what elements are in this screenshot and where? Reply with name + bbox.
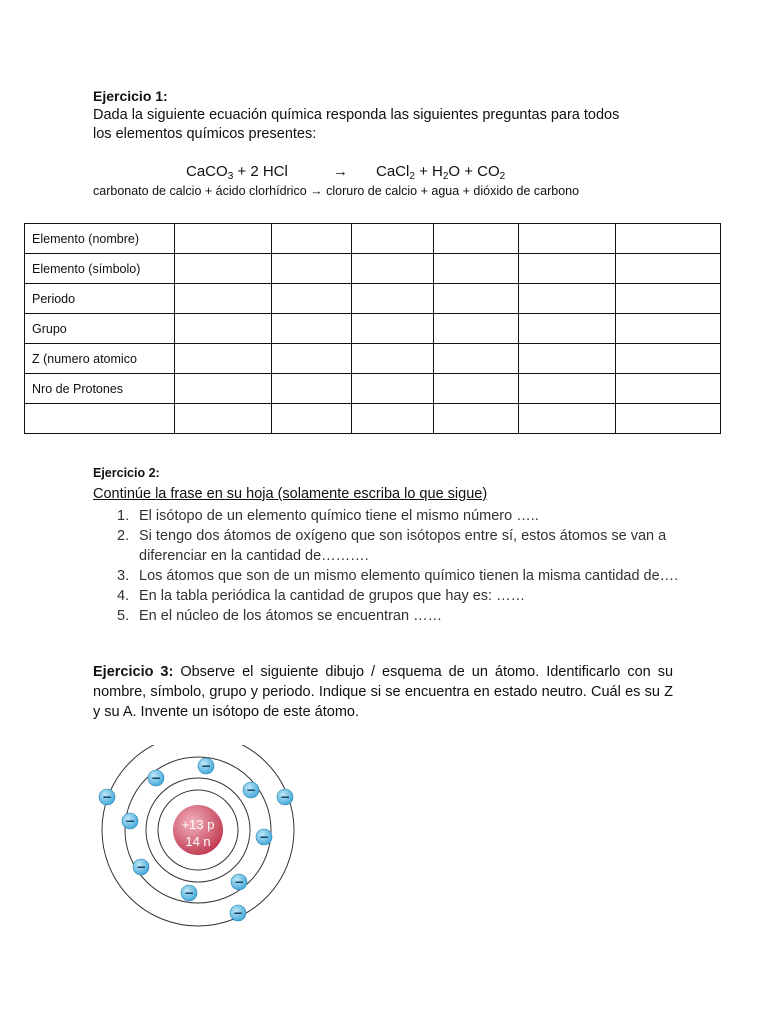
blank-cell[interactable]: [434, 224, 519, 254]
blank-cell[interactable]: [519, 344, 616, 374]
table-row: [25, 284, 721, 314]
blank-cell[interactable]: [434, 404, 519, 434]
blank-cell[interactable]: [434, 374, 519, 404]
electron-sign: −: [150, 771, 162, 785]
blank-cell[interactable]: [352, 284, 434, 314]
blank-cell[interactable]: [175, 284, 272, 314]
list-item: [93, 566, 693, 586]
subscript: 3: [227, 171, 234, 182]
list-item: [93, 586, 693, 606]
blank-cell[interactable]: [175, 314, 272, 344]
electron-sign: −: [101, 790, 113, 804]
electron: [99, 789, 115, 805]
blank-cell[interactable]: [352, 344, 434, 374]
blank-cell[interactable]: [434, 314, 519, 344]
list-item-number: 3.: [117, 568, 130, 584]
blank-cell[interactable]: [272, 284, 352, 314]
table-row: [25, 374, 721, 404]
blank-cell[interactable]: [519, 404, 616, 434]
electron: [133, 859, 149, 875]
blank-cell[interactable]: [616, 284, 721, 314]
equation-products: CaCl$_2$ + $H_2O + CO_2$: [376, 163, 506, 182]
electron-sign: −: [200, 759, 212, 773]
list-item-number: 1.: [117, 508, 130, 524]
blank-cell[interactable]: [519, 284, 616, 314]
row-label: Elemento (símbolo): [25, 254, 175, 284]
subscript: 2: [499, 171, 506, 182]
table-row: [25, 314, 721, 344]
list-item-text: Los átomos que son de un mismo elemento químico tienen la misma cantidad de….: [139, 568, 679, 584]
blank-cell[interactable]: [519, 254, 616, 284]
list-item-text: En la tabla periódica la cantidad de grupos que hay es: ……: [139, 588, 526, 604]
blank-cell[interactable]: [519, 224, 616, 254]
blank-cell[interactable]: [272, 314, 352, 344]
blank-cell[interactable]: [175, 404, 272, 434]
blank-cell[interactable]: [616, 314, 721, 344]
blank-cell[interactable]: [352, 224, 434, 254]
electron: [148, 770, 164, 786]
row-label: Elemento (nombre): [25, 224, 175, 254]
blank-cell[interactable]: [272, 404, 352, 434]
blank-cell[interactable]: [519, 314, 616, 344]
exercise2-instruction: Continúe la frase en su hoja (solamente escriba lo que sigue): [93, 486, 488, 502]
electron: [277, 789, 293, 805]
blank-cell[interactable]: [616, 374, 721, 404]
exercise3-text: Observe el siguiente dibujo / esquema de un átomo. Identificarlo con su nombre, símbolo, grupo y periodo. Indique si se encuentra en estado neutro. Cuál es su Z y su A. Invente un isótopo de este átomo.: [93, 664, 674, 720]
blank-cell[interactable]: [519, 374, 616, 404]
blank-cell[interactable]: [175, 254, 272, 284]
blank-cell[interactable]: [175, 374, 272, 404]
nucleus-protons-label: +13 p: [181, 817, 215, 832]
exercise2-question-list: [93, 506, 693, 626]
blank-cell[interactable]: [616, 224, 721, 254]
list-item-number: 5.: [117, 608, 130, 624]
electron: [198, 758, 214, 774]
blank-cell[interactable]: [272, 374, 352, 404]
blank-cell[interactable]: [616, 404, 721, 434]
electron: [243, 782, 259, 798]
blank-cell[interactable]: [272, 344, 352, 374]
list-item-text: Si tengo dos átomos de oxígeno que son isótopos entre sí, estos átomos se van a diferenciar en la cantidad de……….: [139, 528, 667, 564]
blank-cell[interactable]: [434, 254, 519, 284]
electron: [256, 829, 272, 845]
electron-sign: −: [233, 875, 245, 889]
blank-cell[interactable]: [352, 314, 434, 344]
list-item-number: 2.: [117, 528, 130, 544]
blank-cell[interactable]: [175, 344, 272, 374]
blank-cell[interactable]: [272, 254, 352, 284]
table-row: [25, 224, 721, 254]
list-item: [93, 606, 693, 626]
exercise2-title: Ejercicio 2:: [93, 466, 160, 480]
table-row: [25, 254, 721, 284]
electron: [231, 874, 247, 890]
row-label: Grupo: [25, 314, 175, 344]
exercise1-title: Ejercicio 1:: [93, 88, 168, 104]
blank-cell[interactable]: [352, 254, 434, 284]
blank-cell[interactable]: [616, 344, 721, 374]
electron-sign: −: [135, 860, 147, 874]
table-row: [25, 404, 721, 434]
exercise1-instruction-line1: Dada la siguiente ecuación química responda las siguientes preguntas para todos: [93, 107, 620, 123]
row-label: Nro de Protones: [25, 374, 175, 404]
blank-cell[interactable]: [434, 344, 519, 374]
electron-sign: −: [258, 830, 270, 844]
blank-cell[interactable]: [434, 284, 519, 314]
electron-sign: −: [279, 790, 291, 804]
elements-table: [24, 223, 721, 434]
atom-diagram: [93, 745, 313, 930]
equation-arrow: →: [333, 163, 348, 180]
electron-sign: −: [245, 783, 257, 797]
electron-sign: −: [232, 906, 244, 920]
row-label: [25, 404, 175, 434]
electron: [230, 905, 246, 921]
equation-names: carbonato de calcio + ácido clorhídrico → cloruro de calcio + agua + dióxido de carbono: [93, 184, 580, 198]
row-label: Periodo: [25, 284, 175, 314]
list-item: [93, 526, 693, 566]
exercise1-instruction-line2: los elementos químicos presentes:: [93, 126, 317, 142]
list-item-text: En el núcleo de los átomos se encuentran ……: [139, 608, 443, 624]
list-item-number: 4.: [117, 588, 130, 604]
blank-cell[interactable]: [175, 224, 272, 254]
electron: [181, 885, 197, 901]
blank-cell[interactable]: [272, 224, 352, 254]
blank-cell[interactable]: [616, 254, 721, 284]
list-item-text: El isótopo de un elemento químico tiene el mismo número …..: [139, 508, 539, 524]
electron: [122, 813, 138, 829]
exercise3-title: Ejercicio 3:: [93, 664, 174, 680]
exercise3-block: [93, 662, 673, 722]
nucleus-neutrons-label: 14 n: [185, 834, 211, 849]
list-item: [93, 506, 693, 526]
table-row: [25, 344, 721, 374]
electron-sign: −: [124, 814, 136, 828]
subscript: 2: [409, 171, 415, 182]
blank-cell[interactable]: [352, 404, 434, 434]
row-label: Z (numero atomico: [25, 344, 175, 374]
equation-reactants: CaCO$_3$ + 2 HCl: [186, 163, 288, 182]
subscript: 2: [442, 171, 449, 182]
blank-cell[interactable]: [352, 374, 434, 404]
electron-sign: −: [183, 886, 195, 900]
